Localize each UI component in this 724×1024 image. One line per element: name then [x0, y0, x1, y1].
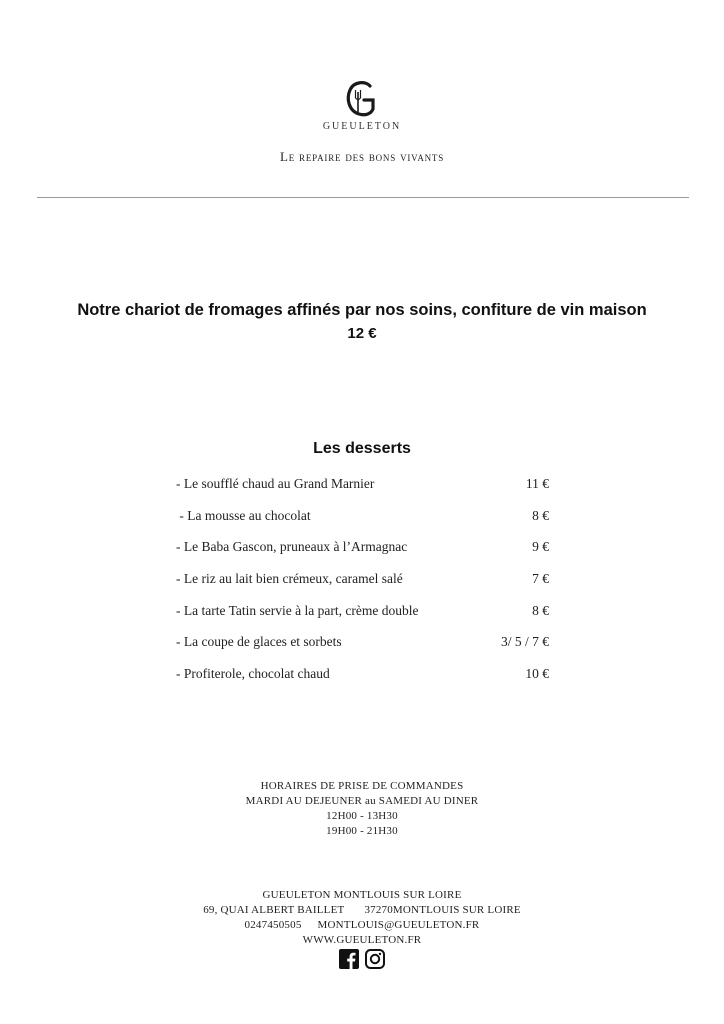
instagram-icon[interactable] — [365, 949, 385, 969]
dessert-name: - Profiterole, chocolat chaud — [176, 666, 330, 682]
dessert-list — [0, 476, 724, 698]
hours-days: MARDI AU DEJEUNER au SAMEDI AU DINER — [245, 795, 479, 807]
dessert-name: - La tarte Tatin servie à la part, crème double — [176, 602, 419, 618]
dessert-item — [0, 603, 724, 635]
restaurant-name: GUEULETON MONTLOUIS SUR LOIRE — [262, 889, 462, 901]
website-link[interactable]: WWW.GUEULETON.FR — [302, 934, 422, 946]
hours-heading: HORAIRES DE PRISE DE COMMANDES — [260, 780, 464, 792]
cheese-price: 12 € — [347, 325, 377, 342]
social-icons — [0, 949, 724, 969]
dessert-name: - Le soufflé chaud au Grand Marnier — [176, 476, 375, 491]
cheese-title: Notre chariot de fromages affinés par nos soins, confiture de vin maison — [77, 301, 647, 319]
dessert-price: 7 € — [532, 571, 549, 587]
gueuleton-logo-icon — [340, 78, 384, 120]
phone-email-line — [0, 918, 724, 933]
dessert-price: 9 € — [532, 539, 549, 555]
dessert-name: - La coupe de glaces et sorbets — [176, 634, 342, 650]
address-line — [0, 903, 724, 918]
dessert-price: 8 € — [532, 602, 549, 618]
street-address: 69, QUAI ALBERT BAILLET — [203, 904, 345, 916]
phone-number[interactable]: 0247450505 — [244, 919, 302, 931]
facebook-icon[interactable] — [339, 949, 359, 969]
dessert-item — [0, 634, 724, 666]
dessert-item — [0, 476, 724, 508]
tagline: Le repaire des bons vivants — [279, 149, 445, 164]
dessert-name: - Le riz au lait bien crémeux, caramel salé — [176, 571, 403, 587]
dessert-item — [0, 508, 724, 540]
dessert-price: 8 € — [532, 507, 549, 523]
dessert-price: 10 € — [525, 666, 549, 682]
brand-name: GUEULETON — [322, 121, 402, 132]
dessert-price: 3/ 5 / 7 € — [500, 634, 549, 650]
logo — [0, 78, 724, 120]
city-address: 37270MONTLOUIS SUR LOIRE — [364, 904, 521, 916]
hours-lunch: 12H00 - 13H30 — [326, 810, 398, 822]
email-link[interactable]: MONTLOUIS@GUEULETON.FR — [317, 919, 480, 931]
dessert-item — [0, 539, 724, 571]
dessert-name: - La mousse au chocolat — [176, 507, 311, 523]
dessert-item — [0, 571, 724, 603]
dessert-item — [0, 666, 724, 698]
dessert-name: - Le Baba Gascon, pruneaux à l’Armagnac — [176, 539, 408, 555]
opening-hours — [0, 779, 724, 839]
dessert-price: 11 € — [525, 476, 549, 491]
header-divider — [37, 197, 689, 198]
contact-block — [0, 888, 724, 948]
hours-dinner: 19H00 - 21H30 — [326, 825, 398, 837]
desserts-title: Les desserts — [313, 440, 411, 457]
